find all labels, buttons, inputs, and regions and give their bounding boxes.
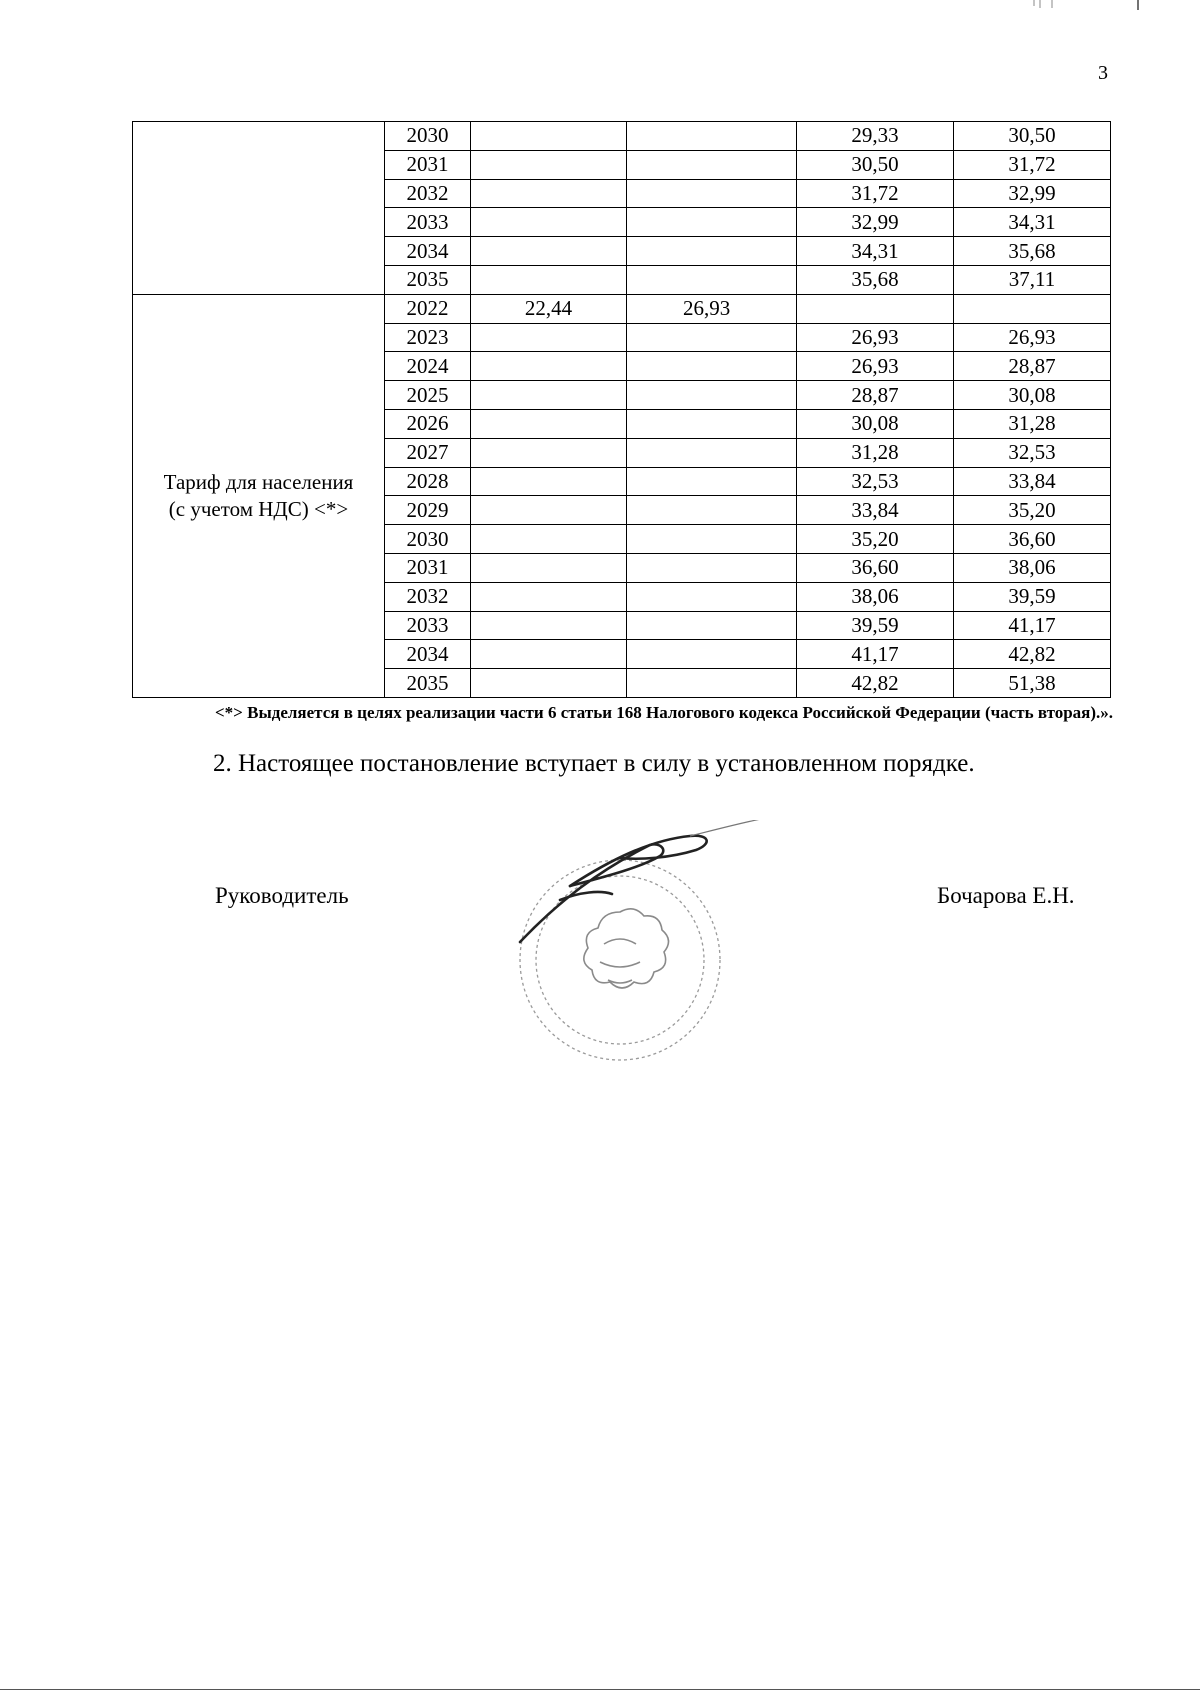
- value-cell: 26,93: [797, 323, 954, 352]
- tariff-table: [132, 121, 1111, 698]
- value-cell: [627, 150, 797, 179]
- value-cell: [471, 582, 627, 611]
- value-cell: [627, 179, 797, 208]
- value-cell: 39,59: [954, 582, 1111, 611]
- value-cell: 28,87: [954, 352, 1111, 381]
- year-cell: 2025: [385, 381, 471, 410]
- value-cell: [627, 553, 797, 582]
- value-cell: [471, 669, 627, 698]
- year-cell: 2023: [385, 323, 471, 352]
- value-cell: [471, 409, 627, 438]
- value-cell: [627, 352, 797, 381]
- clause-2: 2. Настоящее постановление вступает в силу в установленном порядке.: [213, 750, 975, 777]
- table-row: [133, 122, 1111, 151]
- value-cell: [627, 265, 797, 294]
- value-cell: [471, 640, 627, 669]
- value-cell: [471, 150, 627, 179]
- value-cell: 30,08: [954, 381, 1111, 410]
- population-label-line1: Тариф для населения: [163, 469, 354, 494]
- value-cell: 38,06: [954, 553, 1111, 582]
- year-cell: 2031: [385, 553, 471, 582]
- value-cell: 35,20: [797, 525, 954, 554]
- year-cell: 2028: [385, 467, 471, 496]
- row-group-label: [133, 294, 385, 697]
- year-cell: 2026: [385, 409, 471, 438]
- year-cell: 2022: [385, 294, 471, 323]
- value-cell: [627, 467, 797, 496]
- value-cell: [471, 352, 627, 381]
- value-cell: 31,72: [797, 179, 954, 208]
- year-cell: 2029: [385, 496, 471, 525]
- value-cell: 36,60: [954, 525, 1111, 554]
- year-cell: 2033: [385, 208, 471, 237]
- value-cell: 51,38: [954, 669, 1111, 698]
- value-cell: 32,53: [797, 467, 954, 496]
- value-cell: [471, 381, 627, 410]
- value-cell: 38,06: [797, 582, 954, 611]
- value-cell: 33,84: [797, 496, 954, 525]
- value-cell: [954, 294, 1111, 323]
- value-cell: [627, 381, 797, 410]
- value-cell: [471, 496, 627, 525]
- value-cell: 29,33: [797, 122, 954, 151]
- value-cell: [471, 467, 627, 496]
- value-cell: 42,82: [954, 640, 1111, 669]
- signatory-title: Руководитель: [215, 883, 349, 908]
- value-cell: [797, 294, 954, 323]
- value-cell: [627, 611, 797, 640]
- population-label-line2: (с учетом НДС) <*>: [168, 496, 349, 521]
- value-cell: 31,28: [797, 438, 954, 467]
- value-cell: [627, 438, 797, 467]
- value-cell: 30,50: [797, 150, 954, 179]
- value-cell: 30,50: [954, 122, 1111, 151]
- value-cell: 34,31: [797, 237, 954, 266]
- value-cell: 26,93: [954, 323, 1111, 352]
- value-cell: 32,99: [954, 179, 1111, 208]
- year-cell: 2033: [385, 611, 471, 640]
- value-cell: [471, 237, 627, 266]
- value-cell: 37,11: [954, 265, 1111, 294]
- value-cell: 34,31: [954, 208, 1111, 237]
- year-cell: 2035: [385, 265, 471, 294]
- value-cell: 32,99: [797, 208, 954, 237]
- value-cell: [471, 208, 627, 237]
- value-cell: [627, 409, 797, 438]
- year-cell: 2030: [385, 525, 471, 554]
- value-cell: [471, 122, 627, 151]
- value-cell: [471, 323, 627, 352]
- year-cell: 2034: [385, 640, 471, 669]
- value-cell: [627, 496, 797, 525]
- value-cell: 41,17: [797, 640, 954, 669]
- value-cell: 30,08: [797, 409, 954, 438]
- value-cell: 33,84: [954, 467, 1111, 496]
- year-cell: 2030: [385, 122, 471, 151]
- value-cell: [627, 237, 797, 266]
- value-cell: [627, 122, 797, 151]
- page-number: 3: [1098, 62, 1108, 84]
- row-group-label: [133, 122, 385, 295]
- tariff-table-body: [133, 122, 1111, 698]
- year-cell: 2024: [385, 352, 471, 381]
- value-cell: [471, 438, 627, 467]
- value-cell: 31,72: [954, 150, 1111, 179]
- value-cell: 42,82: [797, 669, 954, 698]
- value-cell: 26,93: [797, 352, 954, 381]
- year-cell: 2034: [385, 237, 471, 266]
- value-cell: 35,68: [797, 265, 954, 294]
- official-seal-with-signature: [500, 820, 800, 1070]
- value-cell: [471, 553, 627, 582]
- value-cell: [471, 611, 627, 640]
- year-cell: 2031: [385, 150, 471, 179]
- value-cell: 35,20: [954, 496, 1111, 525]
- value-cell: 39,59: [797, 611, 954, 640]
- value-cell: 32,53: [954, 438, 1111, 467]
- value-cell: [471, 265, 627, 294]
- footnote: <*> Выделяется в целях реализации части 6 статьи 168 Налогового кодекса Российской Федерации (часть вторая).».: [215, 703, 1114, 722]
- value-cell: 36,60: [797, 553, 954, 582]
- value-cell: 28,87: [797, 381, 954, 410]
- year-cell: 2035: [385, 669, 471, 698]
- signatory-name: Бочарова Е.Н.: [937, 883, 1075, 908]
- scan-marks: [1030, 0, 1180, 12]
- value-cell: [627, 525, 797, 554]
- value-cell: [627, 208, 797, 237]
- table-row: [133, 294, 1111, 323]
- year-cell: 2032: [385, 179, 471, 208]
- year-cell: 2032: [385, 582, 471, 611]
- value-cell: [471, 525, 627, 554]
- bottom-edge-line: [0, 1689, 1200, 1690]
- value-cell: [471, 179, 627, 208]
- value-cell: [627, 640, 797, 669]
- value-cell: 31,28: [954, 409, 1111, 438]
- value-cell: [627, 582, 797, 611]
- value-cell: 35,68: [954, 237, 1111, 266]
- value-cell: 26,93: [627, 294, 797, 323]
- year-cell: 2027: [385, 438, 471, 467]
- value-cell: [627, 669, 797, 698]
- value-cell: 22,44: [471, 294, 627, 323]
- value-cell: [627, 323, 797, 352]
- value-cell: 41,17: [954, 611, 1111, 640]
